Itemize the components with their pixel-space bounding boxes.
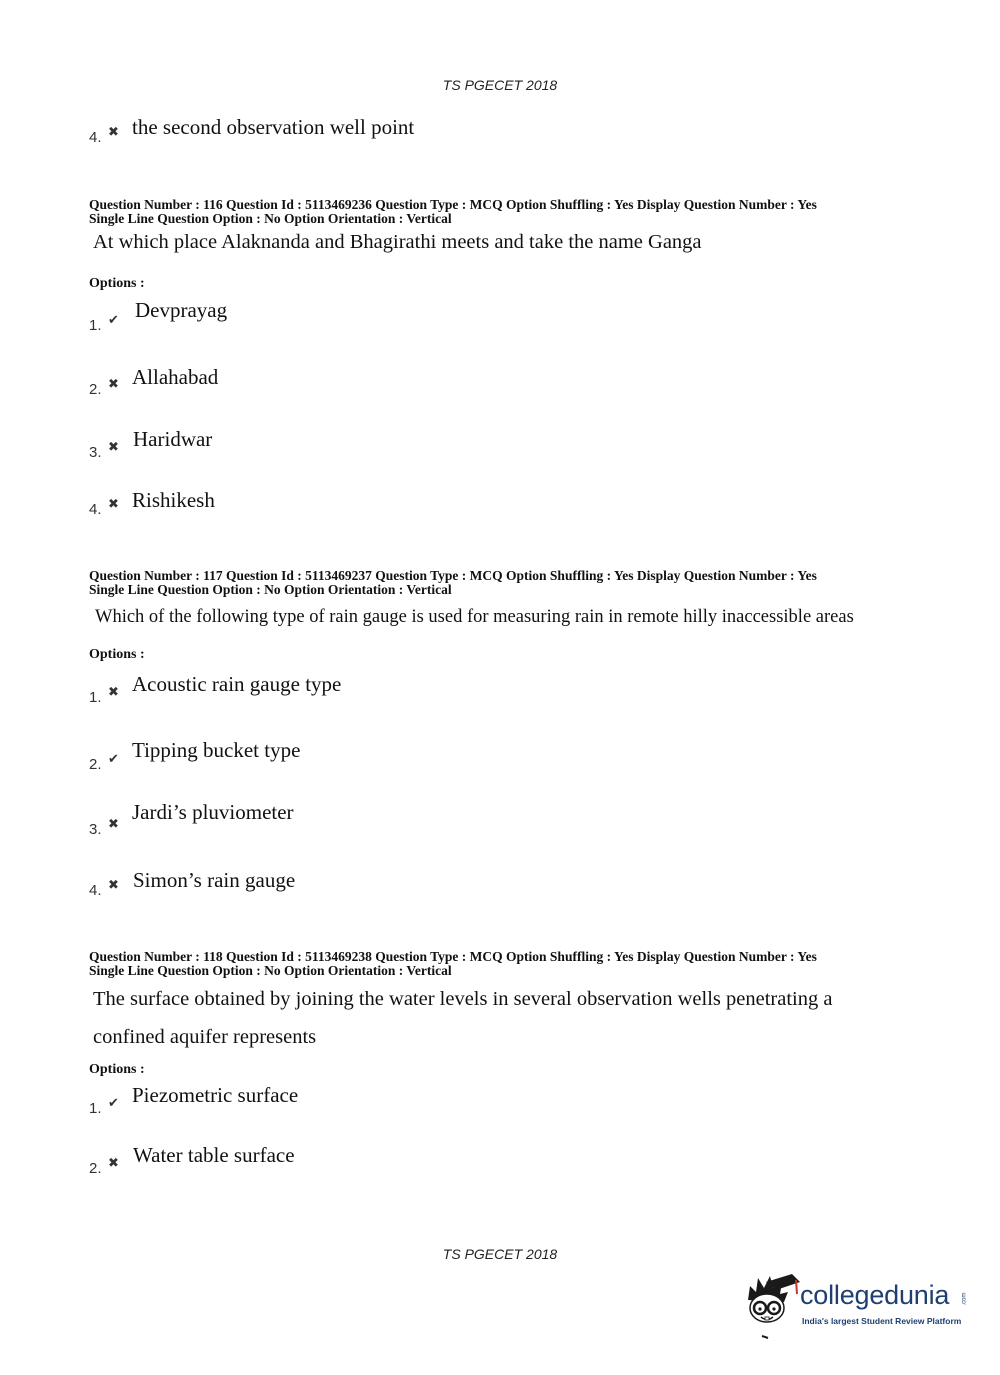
wrong-mark-icon: ✖	[108, 878, 119, 893]
wrong-mark-icon: ✖	[108, 377, 119, 392]
option-text: Devprayag	[135, 298, 228, 322]
logo-name: collegedunia	[800, 1280, 950, 1310]
question-117-options-label: Options :	[89, 647, 145, 662]
wrong-mark-icon: ✖	[108, 497, 119, 512]
option-text: Haridwar	[133, 427, 213, 451]
option-number: 3.	[89, 444, 102, 461]
option-number: 4.	[89, 129, 102, 146]
option-number: 2.	[89, 1160, 102, 1177]
page-footer: TS PGECET 2018	[442, 1246, 558, 1262]
option-number: 1.	[89, 1100, 102, 1117]
option-number: 4.	[89, 882, 102, 899]
option-text: Rishikesh	[132, 488, 215, 512]
question-116-text: At which place Alaknanda and Bhagirathi meets and take the name Ganga	[93, 231, 702, 253]
option-text: Water table surface	[133, 1143, 295, 1167]
option-text: Allahabad	[132, 365, 219, 389]
question-118-meta-1: Question Number : 118 Question Id : 5113469238 Question Type : MCQ Option Shuffling : Yes Display Question Number : Yes	[89, 949, 817, 964]
option-number: 1.	[89, 317, 102, 334]
correct-mark-icon: ✔	[108, 1096, 119, 1111]
logo-tagline: India's largest Student Review Platform	[802, 1316, 962, 1326]
option-text: Piezometric surface	[132, 1083, 299, 1107]
wrong-mark-icon: ✖	[108, 440, 119, 455]
correct-mark-icon: ✔	[108, 752, 119, 767]
question-116-meta-1: Question Number : 116 Question Id : 5113469236 Question Type : MCQ Option Shuffling : Yes Display Question Number : Yes	[89, 197, 817, 212]
question-116-options-label: Options :	[89, 276, 145, 291]
option-number: 4.	[89, 501, 102, 518]
wrong-mark-icon: ✖	[108, 125, 119, 140]
question-117-meta-1: Question Number : 117 Question Id : 5113469237 Question Type : MCQ Option Shuffling : Yes Display Question Number : Yes	[89, 568, 817, 583]
option-number: 1.	[89, 689, 102, 706]
question-118-options-label: Options :	[89, 1062, 145, 1077]
option-text: Jardi’s pluviometer	[132, 800, 294, 824]
question-116-meta-2: Single Line Question Option : No Option Orientation : Vertical	[89, 211, 452, 226]
option-number: 3.	[89, 821, 102, 838]
question-117-meta-2: Single Line Question Option : No Option Orientation : Vertical	[89, 582, 452, 597]
mascot-icon	[742, 1270, 800, 1340]
page-header: TS PGECET 2018	[442, 77, 558, 93]
wrong-mark-icon: ✖	[108, 685, 119, 700]
option-text: Acoustic rain gauge type	[132, 672, 342, 696]
question-118-meta-2: Single Line Question Option : No Option Orientation : Vertical	[89, 963, 452, 978]
question-117-text: Which of the following type of rain gauge is used for measuring rain in remote hilly inaccessible areas	[95, 607, 854, 627]
option-number: 2.	[89, 756, 102, 773]
wrong-mark-icon: ✖	[108, 1156, 119, 1171]
question-118-text-line-2: confined aquifer represents	[93, 1026, 317, 1048]
collegedunia-logo	[742, 1270, 972, 1340]
option-text: Simon’s rain gauge	[133, 868, 296, 892]
wrong-mark-icon: ✖	[108, 817, 119, 832]
logo-suffix: .com	[961, 1292, 968, 1306]
correct-mark-icon: ✔	[108, 313, 119, 328]
option-number: 2.	[89, 381, 102, 398]
question-118-text-line-1: The surface obtained by joining the water levels in several observation wells penetrating a	[93, 988, 833, 1010]
option-text: the second observation well point	[132, 115, 415, 139]
option-text: Tipping bucket type	[132, 738, 301, 762]
